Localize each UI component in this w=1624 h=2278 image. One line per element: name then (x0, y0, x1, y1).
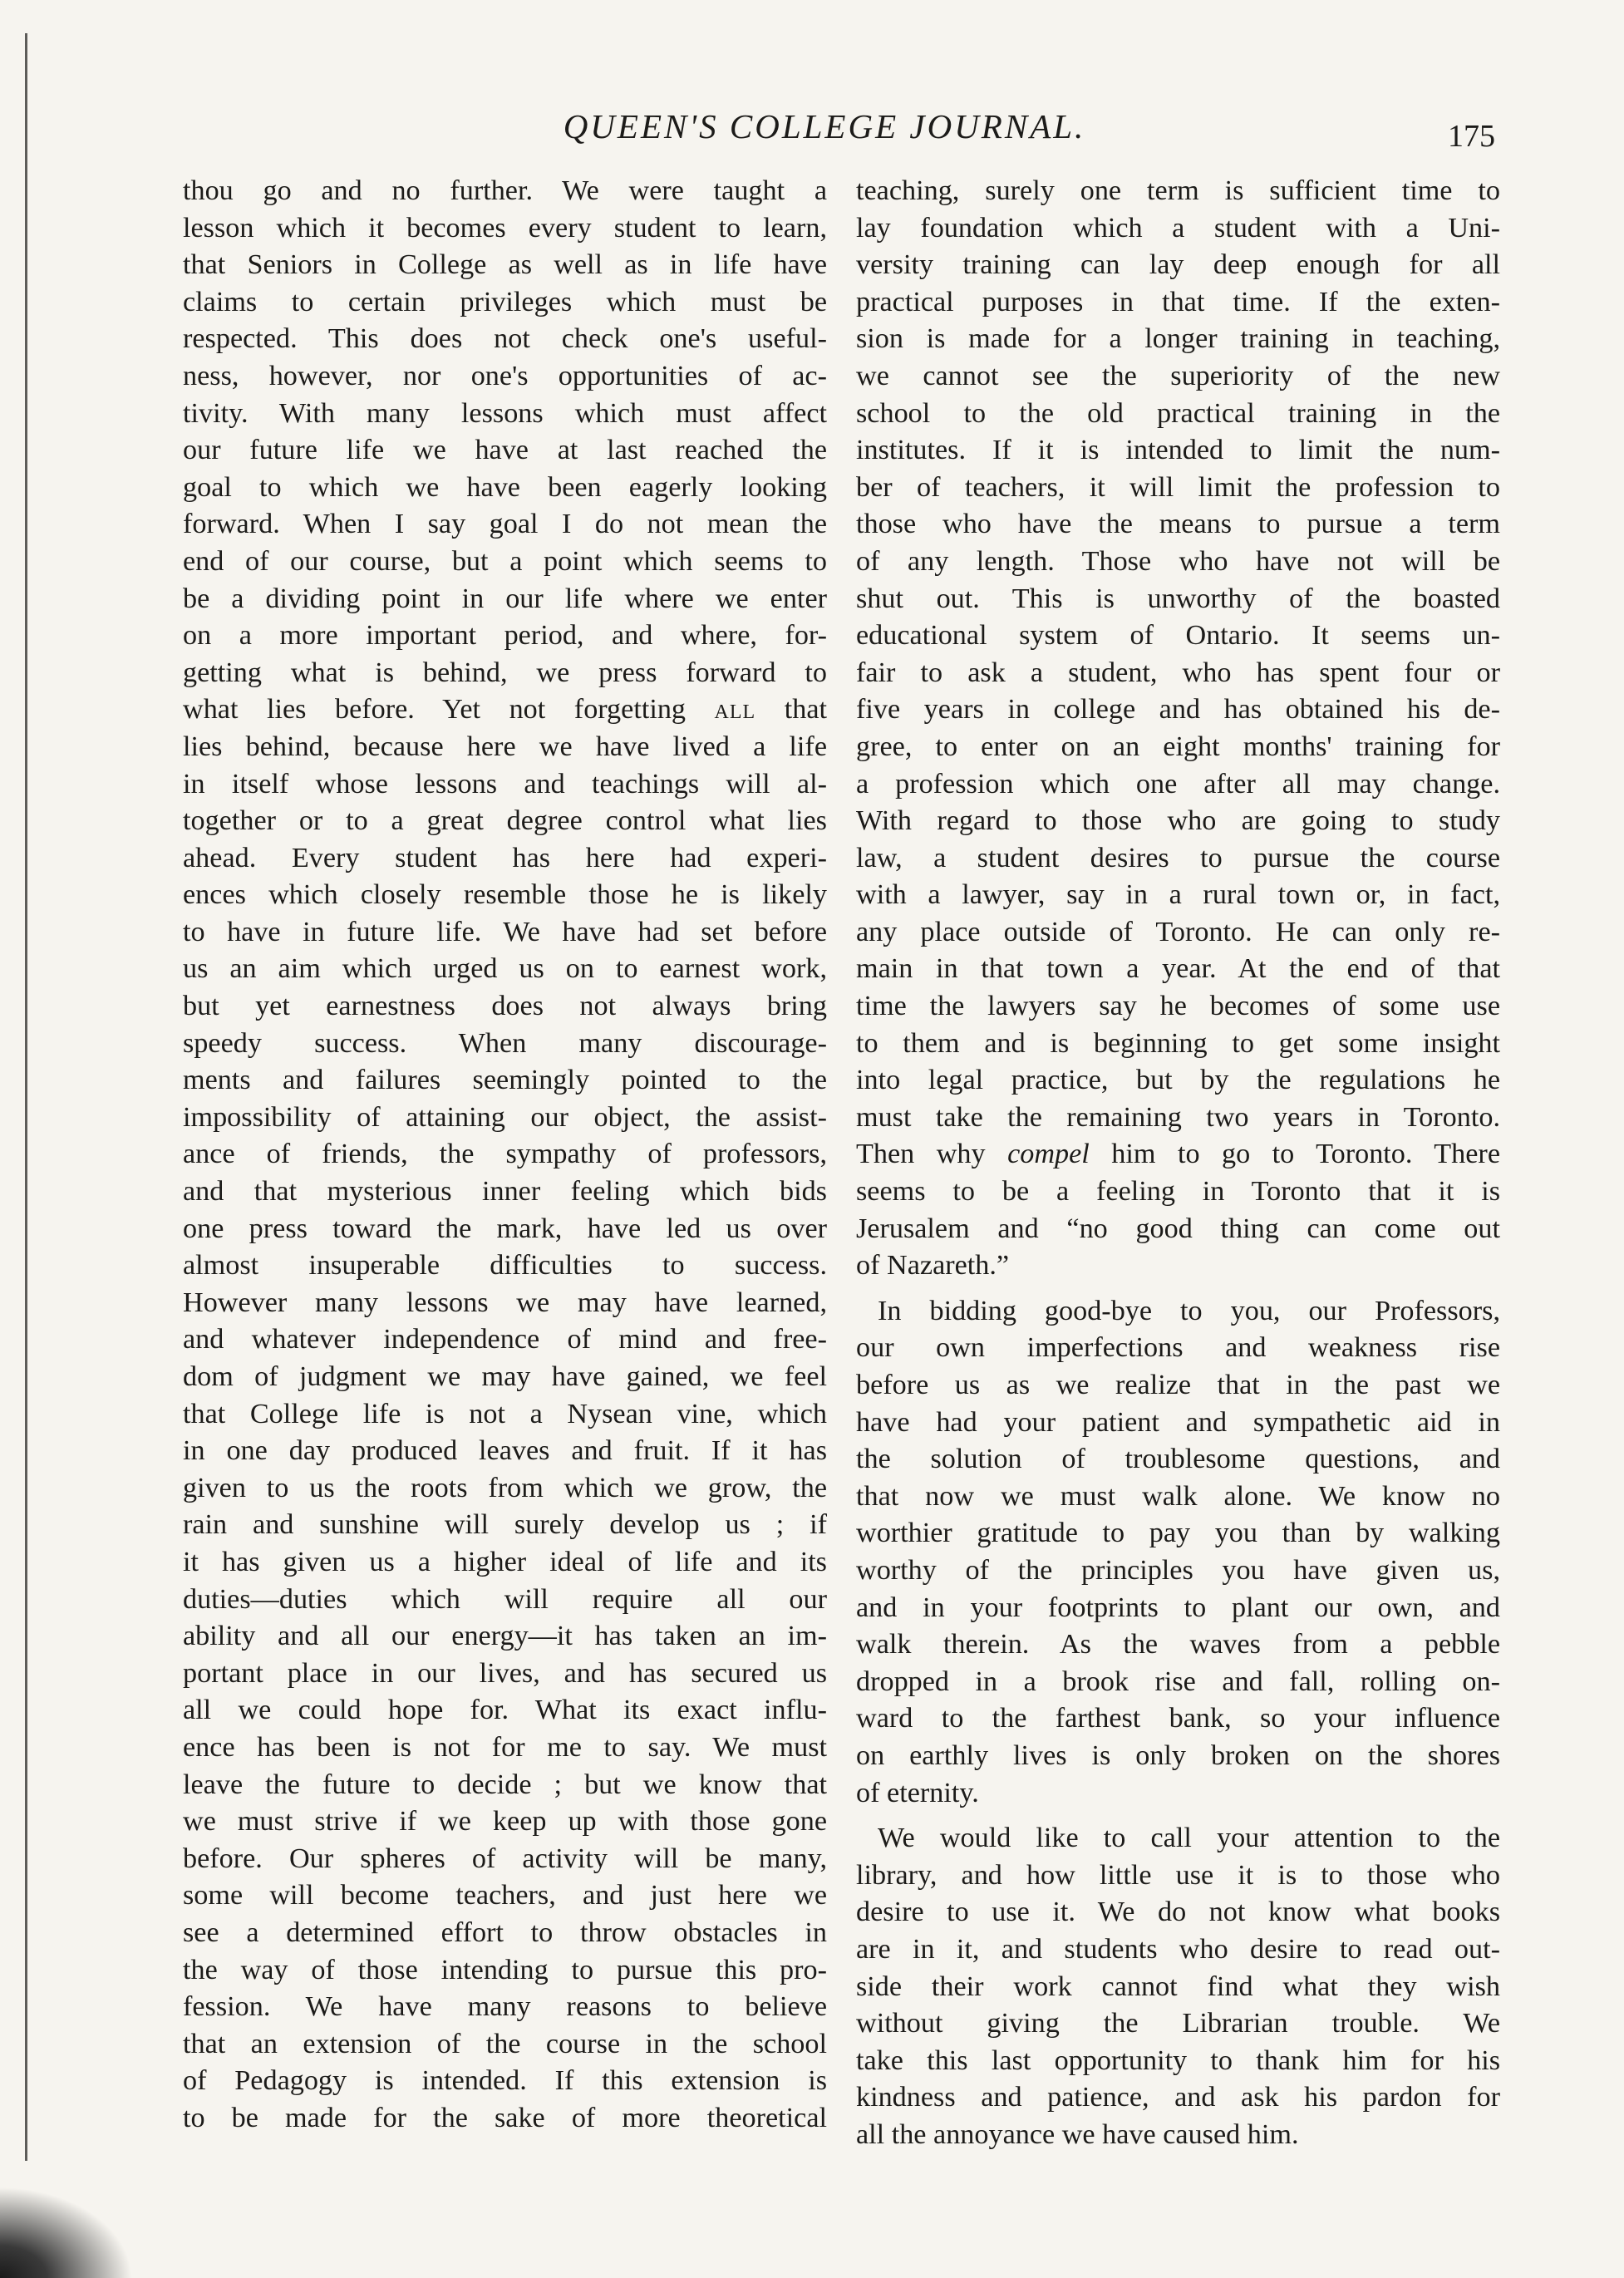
text-line: before us as we realize that in the past we (856, 1370, 1500, 1400)
text-line: practical purposes in that time. If the exten- (856, 286, 1500, 317)
text-line: are in it, and students who desire to read out- (856, 1933, 1500, 1965)
text-line: given to us the roots from which we grow, the (183, 1472, 827, 1503)
text-line: we must strive if we keep up with those gone (183, 1806, 827, 1838)
text-line: sion is made for a longer training in teaching, (856, 323, 1500, 355)
text-line: have had your patient and sympathetic aid in (856, 1406, 1500, 1438)
text-line: to be made for the sake of more theoretical (183, 2102, 827, 2133)
text-line: be a dividing point in our life where we enter (183, 583, 827, 614)
text-line: tivity. With many lessons which must affect (183, 397, 827, 429)
text-line: in itself whose lessons and teachings will al- (183, 768, 827, 800)
text-line: a profession which one after all may change. (856, 768, 1500, 800)
text-line: fession. We have many reasons to believe (183, 1991, 827, 2023)
text-line: portant place in our lives, and has secured us (183, 1657, 827, 1689)
text-line: together or to a great degree control what lies (183, 805, 827, 837)
paragraph-gap (856, 1285, 1500, 1293)
small-caps-all: all (714, 694, 756, 726)
text-line: duties—duties which will require all our (183, 1583, 827, 1615)
text-line: into legal practice, but by the regulations he (856, 1065, 1500, 1096)
text-line: side their work cannot find what they wish (856, 1970, 1500, 2002)
text-line: fair to ask a student, who has spent four or (856, 657, 1500, 688)
text-line: educational system of Ontario. It seems un- (856, 620, 1500, 652)
text-line: versity training can lay deep enough for all (856, 249, 1500, 281)
text-line: end of our course, but a point which seems to (183, 545, 827, 577)
text-line: ahead. Every student has here had experi- (183, 842, 827, 873)
text-line: institutes. If it is intended to limit the num- (856, 435, 1500, 466)
text-line: impossibility of attaining our object, the assist- (183, 1101, 827, 1133)
text-line: thou go and no further. We were taught a (183, 175, 827, 206)
left-column (183, 173, 827, 2137)
text-line: goal to which we have been eagerly looking (183, 471, 827, 503)
text-line: what lies before. Yet not forgetting all that (183, 694, 827, 726)
text-line: one press toward the mark, have led us over (183, 1213, 827, 1244)
text-line: with a lawyer, say in a rural town or, in fact, (856, 879, 1500, 911)
text-line: five years in college and has obtained his de- (856, 694, 1500, 726)
text-line: our future life we have at last reached the (183, 435, 827, 466)
text-line: without giving the Librarian trouble. We (856, 2008, 1500, 2039)
text-line: that College life is not a Nysean vine, which (183, 1398, 827, 1429)
text-line: us an aim which urged us on to earnest work, (183, 953, 827, 985)
text-line: lesson which it becomes every student to learn, (183, 212, 827, 244)
text-line: of Pedagogy is intended. If this extension is (183, 2065, 827, 2097)
text-line: all the annoyance we have caused him. (856, 2118, 1299, 2150)
text-line: shut out. This is unworthy of the boasted (856, 583, 1500, 614)
text-line: of Nazareth.” (856, 1250, 1010, 1282)
paragraph-gap (856, 1812, 1500, 1820)
text-line: any place outside of Toronto. He can only re- (856, 916, 1500, 947)
text-line: teaching, surely one term is sufficient time to (856, 175, 1500, 206)
text-line: and in your footprints to plant our own, and (856, 1592, 1500, 1623)
text-line: the solution of troublesome questions, and (856, 1444, 1500, 1475)
text-line: forward. When I say goal I do not mean the (183, 509, 827, 540)
text-line: school to the old practical training in the (856, 397, 1500, 429)
text-line: ability and all our energy—it has taken an im- (183, 1621, 827, 1652)
text-line: before. Our spheres of activity will be many, (183, 1843, 827, 1874)
text-line: that an extension of the course in the school (183, 2028, 827, 2059)
text-line: must take the remaining two years in Toronto. (856, 1101, 1500, 1133)
text-line: but yet earnestness does not always bring (183, 991, 827, 1022)
text-line: of any length. Those who have not will be (856, 545, 1500, 577)
text-line: walk therein. As the waves from a pebble (856, 1629, 1500, 1661)
text-line: lay foundation which a student with a Uni- (856, 212, 1500, 244)
text-line: that now we must walk alone. We know no (856, 1480, 1500, 1512)
binding-edge (25, 33, 27, 2161)
text-line: to them and is beginning to get some insight (856, 1027, 1500, 1059)
text-line: that Seniors in College as well as in life have (183, 249, 827, 281)
text-line: to have in future life. We have had set before (183, 916, 827, 947)
paragraph-library (856, 1820, 1500, 2153)
text-line: time the lawyers say he becomes of some use (856, 991, 1500, 1022)
text-line: speedy success. When many discourage- (183, 1027, 827, 1059)
text-line: However many lessons we may have learned, (183, 1287, 827, 1318)
text-line: on a more important period, and where, for- (183, 620, 827, 652)
scan-corner-shadow (0, 2187, 133, 2278)
text-line: main in that town a year. At the end of that (856, 953, 1500, 985)
text-line: worthy of the principles you have given us, (856, 1554, 1500, 1586)
text-line: rain and sunshine will surely develop us ; if (183, 1509, 827, 1541)
paragraph-law-regulations (856, 173, 1500, 1136)
text-line: some will become teachers, and just here we (183, 1880, 827, 1911)
text-line: our own imperfections and weakness rise (856, 1332, 1500, 1364)
text-line: worthier gratitude to pay you than by walking (856, 1518, 1500, 1549)
text-line: ber of teachers, it will limit the profession to (856, 471, 1500, 503)
text-line: lies behind, because here we have lived a life (183, 731, 827, 762)
paragraph-farewell-professors (856, 1293, 1500, 1812)
text-line: getting what is behind, we press forward to (183, 657, 827, 688)
text-line: seems to be a feeling in Toronto that it is (856, 1176, 1500, 1208)
text-line: it has given us a higher ideal of life and its (183, 1546, 827, 1577)
text-line: and whatever independence of mind and free- (183, 1324, 827, 1355)
text-line: ence has been is not for me to say. We must (183, 1731, 827, 1763)
text-line: desire to use it. We do not know what books (856, 1897, 1500, 1928)
text-line: gree, to enter on an eight months' training for (856, 731, 1500, 762)
text-line: ness, however, nor one's opportunities of ac- (183, 360, 827, 391)
text-line: see a determined effort to throw obstacles in (183, 1916, 827, 1948)
text-line: With regard to those who are going to study (856, 805, 1500, 837)
text-line: We would like to call your attention to the (878, 1823, 1500, 1854)
text-line: library, and how little use it is to those who (856, 1859, 1500, 1891)
text-line: respected. This does not check one's useful- (183, 323, 827, 355)
text-line: ments and failures seemingly pointed to the (183, 1065, 827, 1096)
text-line: dropped in a brook rise and fall, rolling on- (856, 1665, 1500, 1697)
text-line: claims to certain privileges which must be (183, 286, 827, 317)
text-line-compel: Then why compel him to go to Toronto. There (856, 1139, 1500, 1170)
text-line: all we could hope for. What its exact influ- (183, 1695, 827, 1726)
right-column (856, 173, 1500, 2153)
text-line: leave the future to decide ; but we know that (183, 1769, 827, 1800)
text-line: in one day produced leaves and fruit. If it has (183, 1435, 827, 1467)
text-line: take this last opportunity to thank him for his (856, 2044, 1500, 2076)
text-line: ance of friends, the sympathy of professors, (183, 1139, 827, 1170)
text-line: law, a student desires to pursue the course (856, 842, 1500, 873)
text-line: Jerusalem and “no good thing can come out (856, 1213, 1500, 1244)
text-line: ences which closely resemble those he is likely (183, 879, 827, 911)
text-line: almost insuperable difficulties to success. (183, 1250, 827, 1282)
text-line: In bidding good-bye to you, our Professors, (878, 1295, 1500, 1326)
text-line: ward to the farthest bank, so your influence (856, 1703, 1500, 1734)
text-line: dom of judgment we may have gained, we feel (183, 1361, 827, 1392)
text-line: those who have the means to pursue a term (856, 509, 1500, 540)
text-line: kindness and patience, and ask his pardon for (856, 2082, 1500, 2113)
page-number: 175 (1448, 119, 1495, 154)
text-line: of eternity. (856, 1777, 979, 1808)
paragraph-law-regulations-end (856, 1173, 1500, 1285)
emphasis-compel: compel (1007, 1139, 1090, 1170)
text-line: and that mysterious inner feeling which bids (183, 1176, 827, 1208)
text-line: on earthly lives is only broken on the shores (856, 1739, 1500, 1771)
running-title: QUEEN'S COLLEGE JOURNAL. (563, 107, 1086, 145)
text-line: we cannot see the superiority of the new (856, 360, 1500, 391)
text-line: the way of those intending to pursue this pro- (183, 1954, 827, 1985)
